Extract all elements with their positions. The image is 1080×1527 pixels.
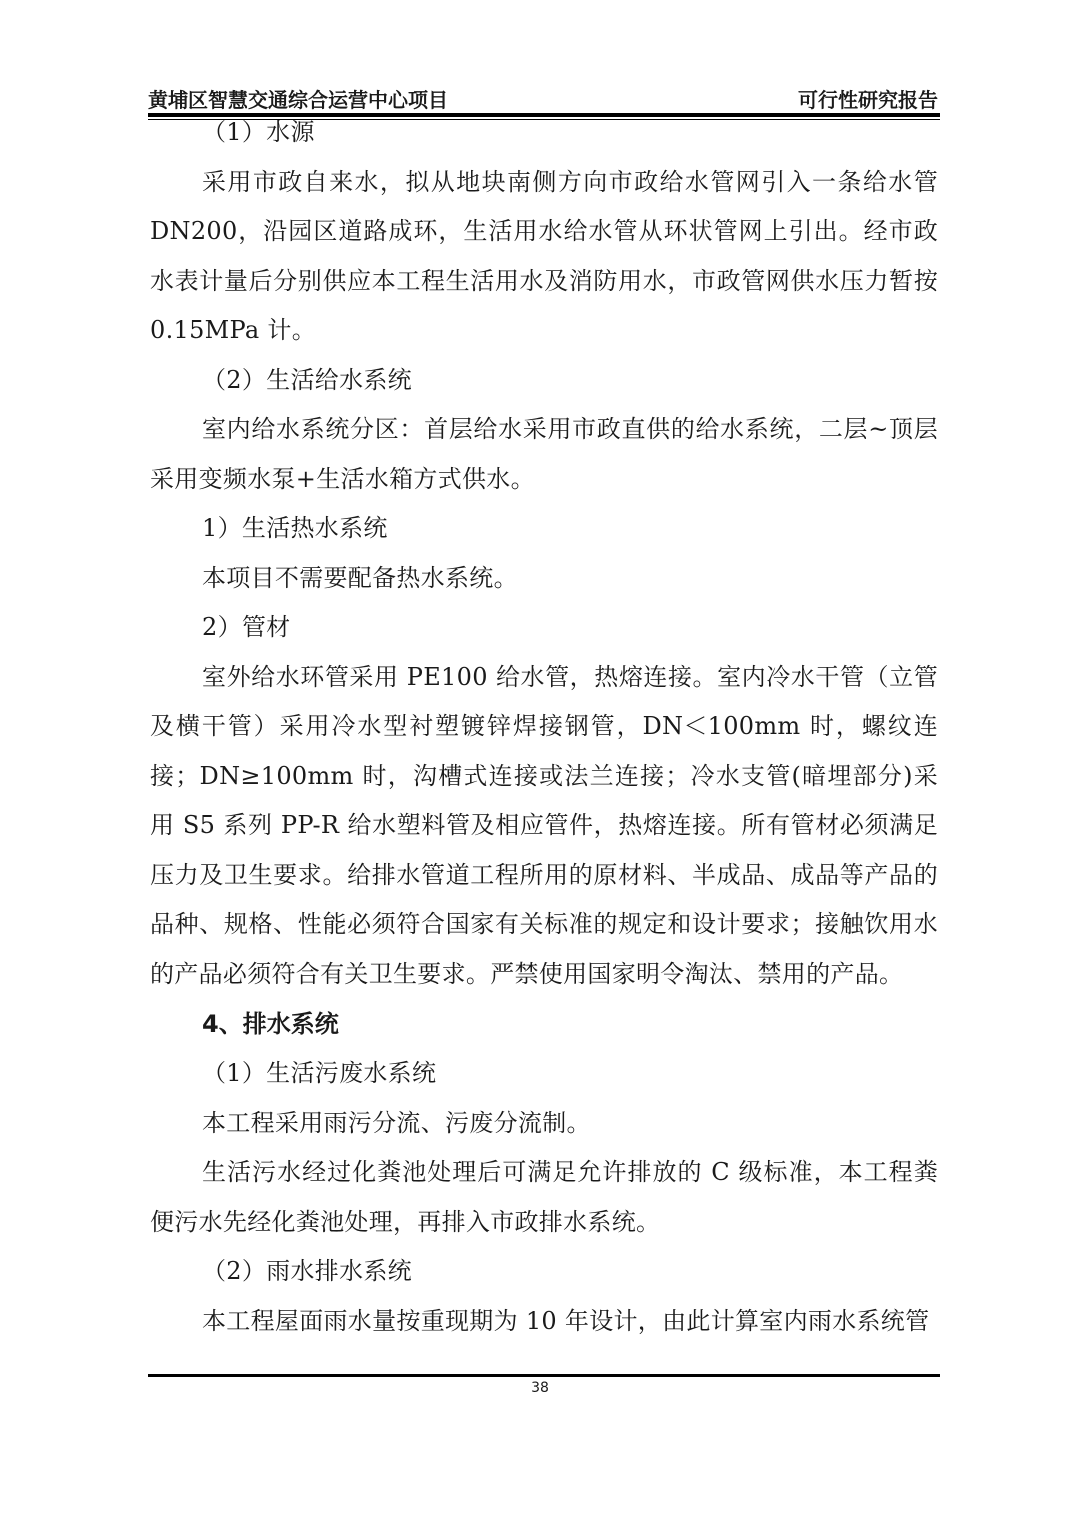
document-body — [150, 108, 938, 1346]
paragraph-sewage-treatment: 生活污水经过化粪池处理后可满足允许排放的 C 级标准，本工程粪便污水先经化粪池处理，再排入市政排水系统。 — [150, 1158, 938, 1236]
subsection-rainwater: （2）雨水排水系统 — [202, 1257, 412, 1285]
paragraph-water-source: 采用市政自来水，拟从地块南侧方向市政给水管网引入一条给水管DN200，沿园区道路成环，生活用水给水管从环状管网上引出。经市政水表计量后分别供应本工程生活用水及消防用水，市政管网供水压力暂按0.15MPa 计。 — [150, 167, 938, 344]
paragraph-hot-water: 本项目不需要配备热水系统。 — [202, 563, 518, 592]
paragraph-sewage-system: 本工程采用雨污分流、污废分流制。 — [202, 1108, 591, 1137]
paragraph-rainwater: 本工程屋面雨水量按重现期为 10 年设计，由此计算室内雨水系统管 — [202, 1306, 930, 1335]
section-heading-drainage: 4、排水系统 — [202, 1010, 339, 1038]
subsection-sewage: （1）生活污废水系统 — [202, 1059, 437, 1087]
subsection-hot-water: 1）生活热水系统 — [202, 514, 388, 542]
header-project-title: 黄埔区智慧交通综合运营中心项目 — [148, 88, 448, 112]
header-report-title: 可行性研究报告 — [798, 88, 938, 112]
footer-rule — [148, 1374, 940, 1377]
subsection-pipe-material: 2）管材 — [202, 613, 291, 641]
page-number: 38 — [531, 1380, 549, 1396]
subsection-water-source: （1）水源 — [202, 118, 315, 146]
subsection-domestic-water-supply: （2）生活给水系统 — [202, 365, 412, 394]
paragraph-water-zoning: 室内给水系统分区：首层给水采用市政直供的给水系统，二层~顶层采用变频水泵+生活水箱方式供水。 — [150, 415, 938, 493]
paragraph-pipe-material: 室外给水环管采用 PE100 给水管，热熔连接。室内冷水干管（立管及横干管）采用冷水型衬塑镀锌焊接钢管，DN＜100mm 时，螺纹连接；DN≥100mm 时，沟槽式连接或法兰连接；冷水支管(暗埋部分)采用 S5 系列 PP-R 给水塑料管及相应管件，热熔连接。所有管材必须满足压力及卫生要求。给排水管道工程所用的原材料、半成品、成品等产品的品种、规格、性能必须符合国家有关标准的规定和设计要求；接触饮用水的产品必须符合有关卫生要求。严禁使用国家明令淘汰、禁用的产品。 — [150, 662, 938, 988]
